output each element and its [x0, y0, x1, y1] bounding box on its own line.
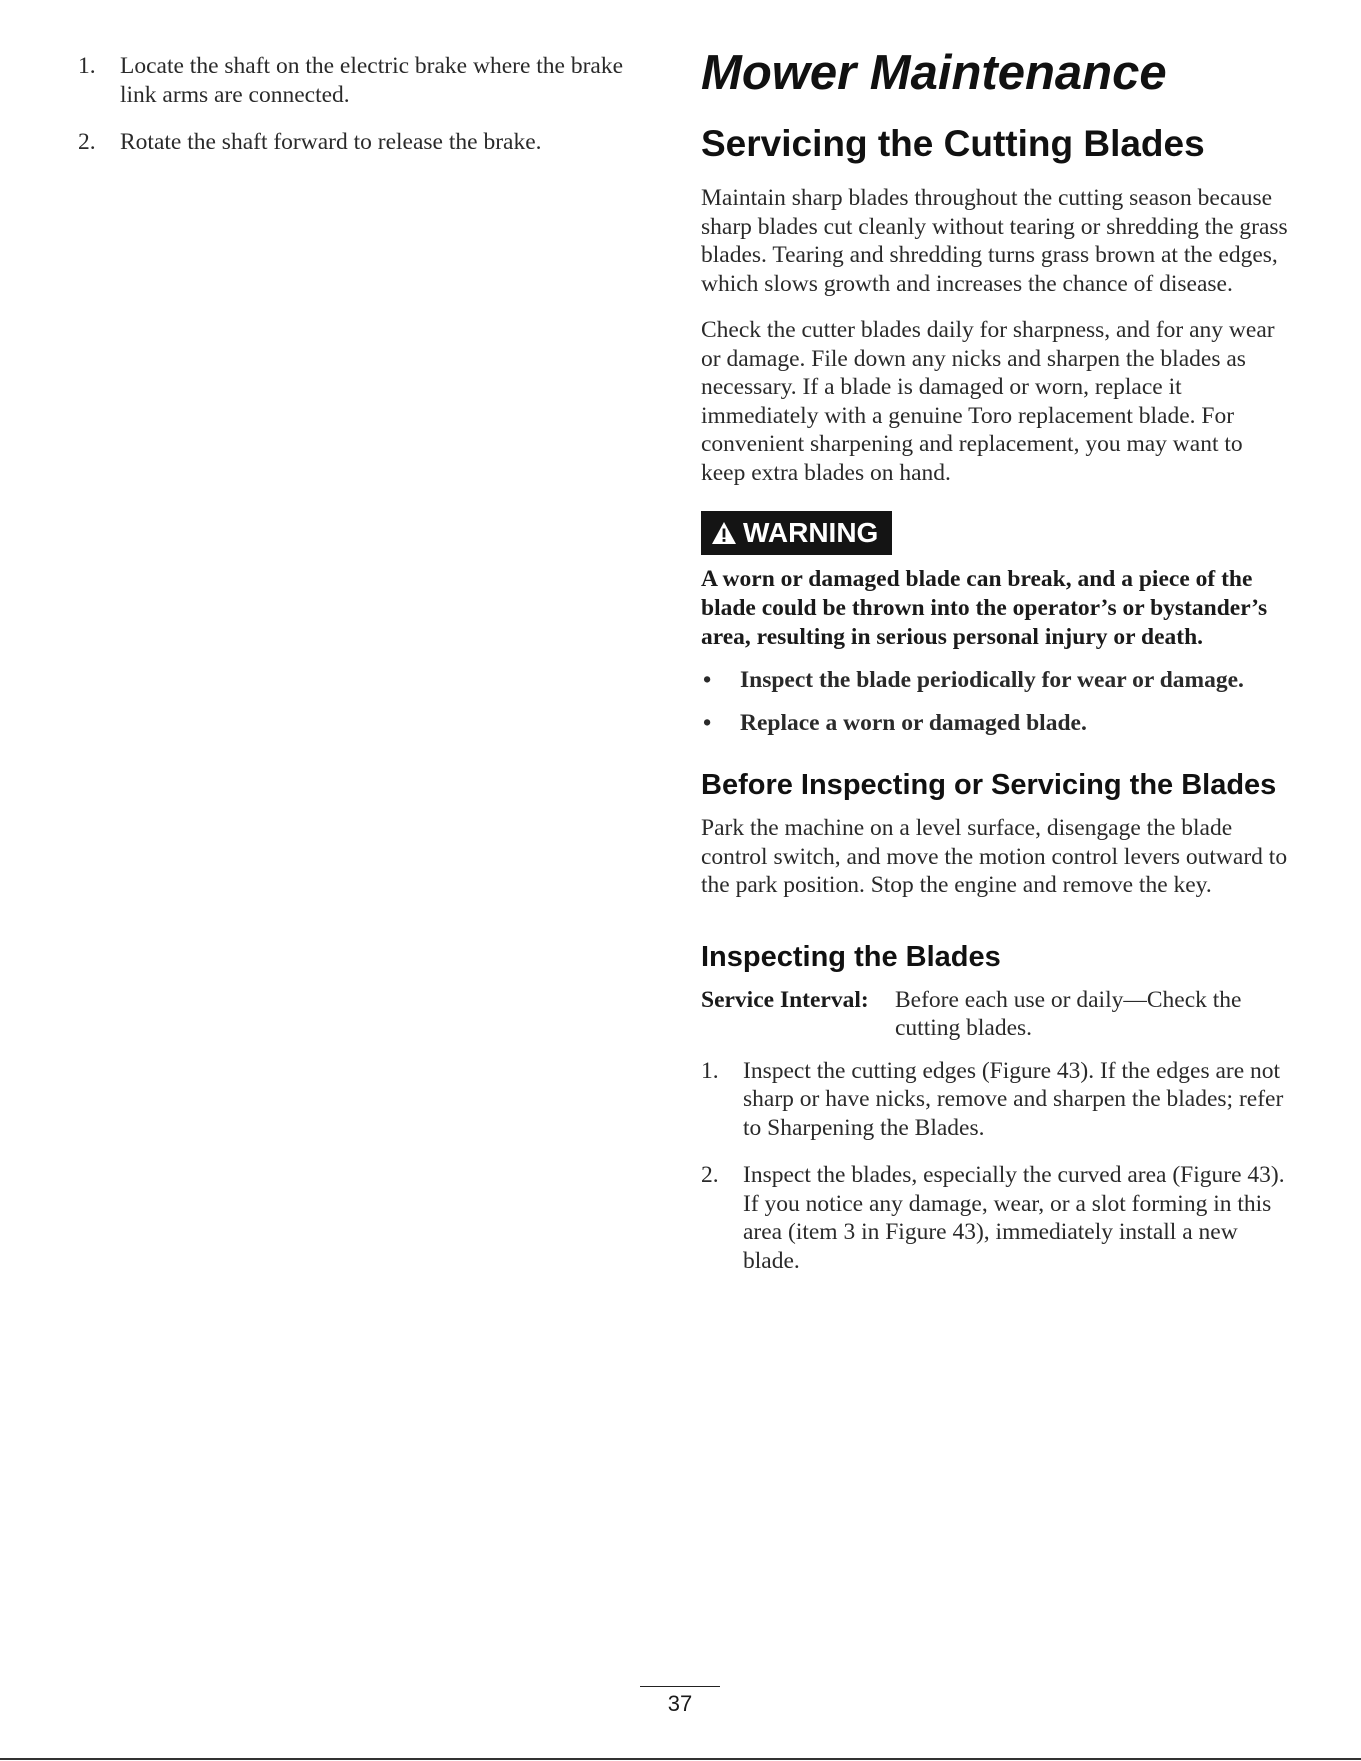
bullet: •	[703, 710, 712, 736]
step-number: 2.	[701, 1162, 719, 1188]
warning-bullets	[701, 666, 1291, 738]
service-interval	[701, 986, 1291, 1043]
step-number: 2.	[78, 129, 96, 155]
warning-text: A worn or damaged blade can break, and a piece of the blade could be thrown into the operator’s or bystander’s area, resulting in serious personal injury or death.	[701, 566, 1268, 650]
step-text: Locate the shaft on the electric brake where the brake link arms are connected.	[120, 53, 624, 108]
warning-badge	[701, 511, 892, 555]
step-number: 1.	[78, 53, 96, 79]
service-interval-label: Service Interval:	[701, 986, 869, 1013]
paragraph: Maintain sharp blades throughout the cutting season because sharp blades cut cleanly without tearing or shredding the grass blades. Tearing and shredding turns grass brown at the edges, which slows growth and increases the chance of disease.	[701, 185, 1288, 297]
list-item	[701, 709, 1291, 738]
paragraph: Park the machine on a level surface, disengage the blade control switch, and move the motion control levers outward to the park position. Stop the engine and remove the key.	[701, 815, 1288, 898]
list-item	[78, 52, 638, 109]
list-item	[701, 666, 1291, 695]
left-column	[78, 52, 638, 176]
bottom-rule	[0, 1758, 1361, 1760]
step-text: Rotate the shaft forward to release the brake.	[120, 129, 542, 155]
step-text: Inspect the blades, especially the curved area (Figure 43). If you notice any damage, wear, or a slot forming in this area (item 3 in Figure 43), immediately install a new blade.	[743, 1162, 1285, 1274]
list-item	[78, 128, 638, 157]
bullet: •	[703, 667, 712, 693]
step-number: 1.	[701, 1057, 719, 1084]
warning-label: WARNING	[743, 517, 879, 548]
list-item	[701, 1161, 1291, 1275]
step-text: Inspect the cutting edges (Figure 43). If the edges are not sharp or have nicks, remove and sharpen the blades; refer to Sharpening the Blades.	[743, 1057, 1284, 1141]
service-interval-text: Before each use or daily—Check the cutting blades.	[895, 986, 1242, 1041]
page-number: 37	[640, 1686, 720, 1717]
page-title: Mower Maintenance	[701, 46, 1167, 100]
list-item	[701, 1057, 1291, 1143]
bullet-text: Replace a worn or damaged blade.	[740, 710, 1087, 736]
warning-triangle-icon	[711, 521, 737, 545]
bullet-text: Inspect the blade periodically for wear or damage.	[740, 667, 1244, 693]
right-column	[701, 44, 1291, 1294]
section-heading-inspecting-blades: Inspecting the Blades	[701, 940, 1001, 973]
inspecting-steps	[701, 1057, 1291, 1276]
paragraph: Check the cutter blades daily for sharpness, and for any wear or damage. File down any nicks and sharpen the blades as necessary. If a blade is damaged or worn, replace it immediately with a genuine Toro replacement blade. For convenient sharpening and replacement, you may want to keep extra blades on hand.	[701, 317, 1275, 486]
section-heading-servicing-blades: Servicing the Cutting Blades	[701, 123, 1205, 164]
brake-release-steps	[78, 52, 638, 157]
section-heading-before-inspecting: Before Inspecting or Servicing the Blades	[701, 769, 1277, 801]
